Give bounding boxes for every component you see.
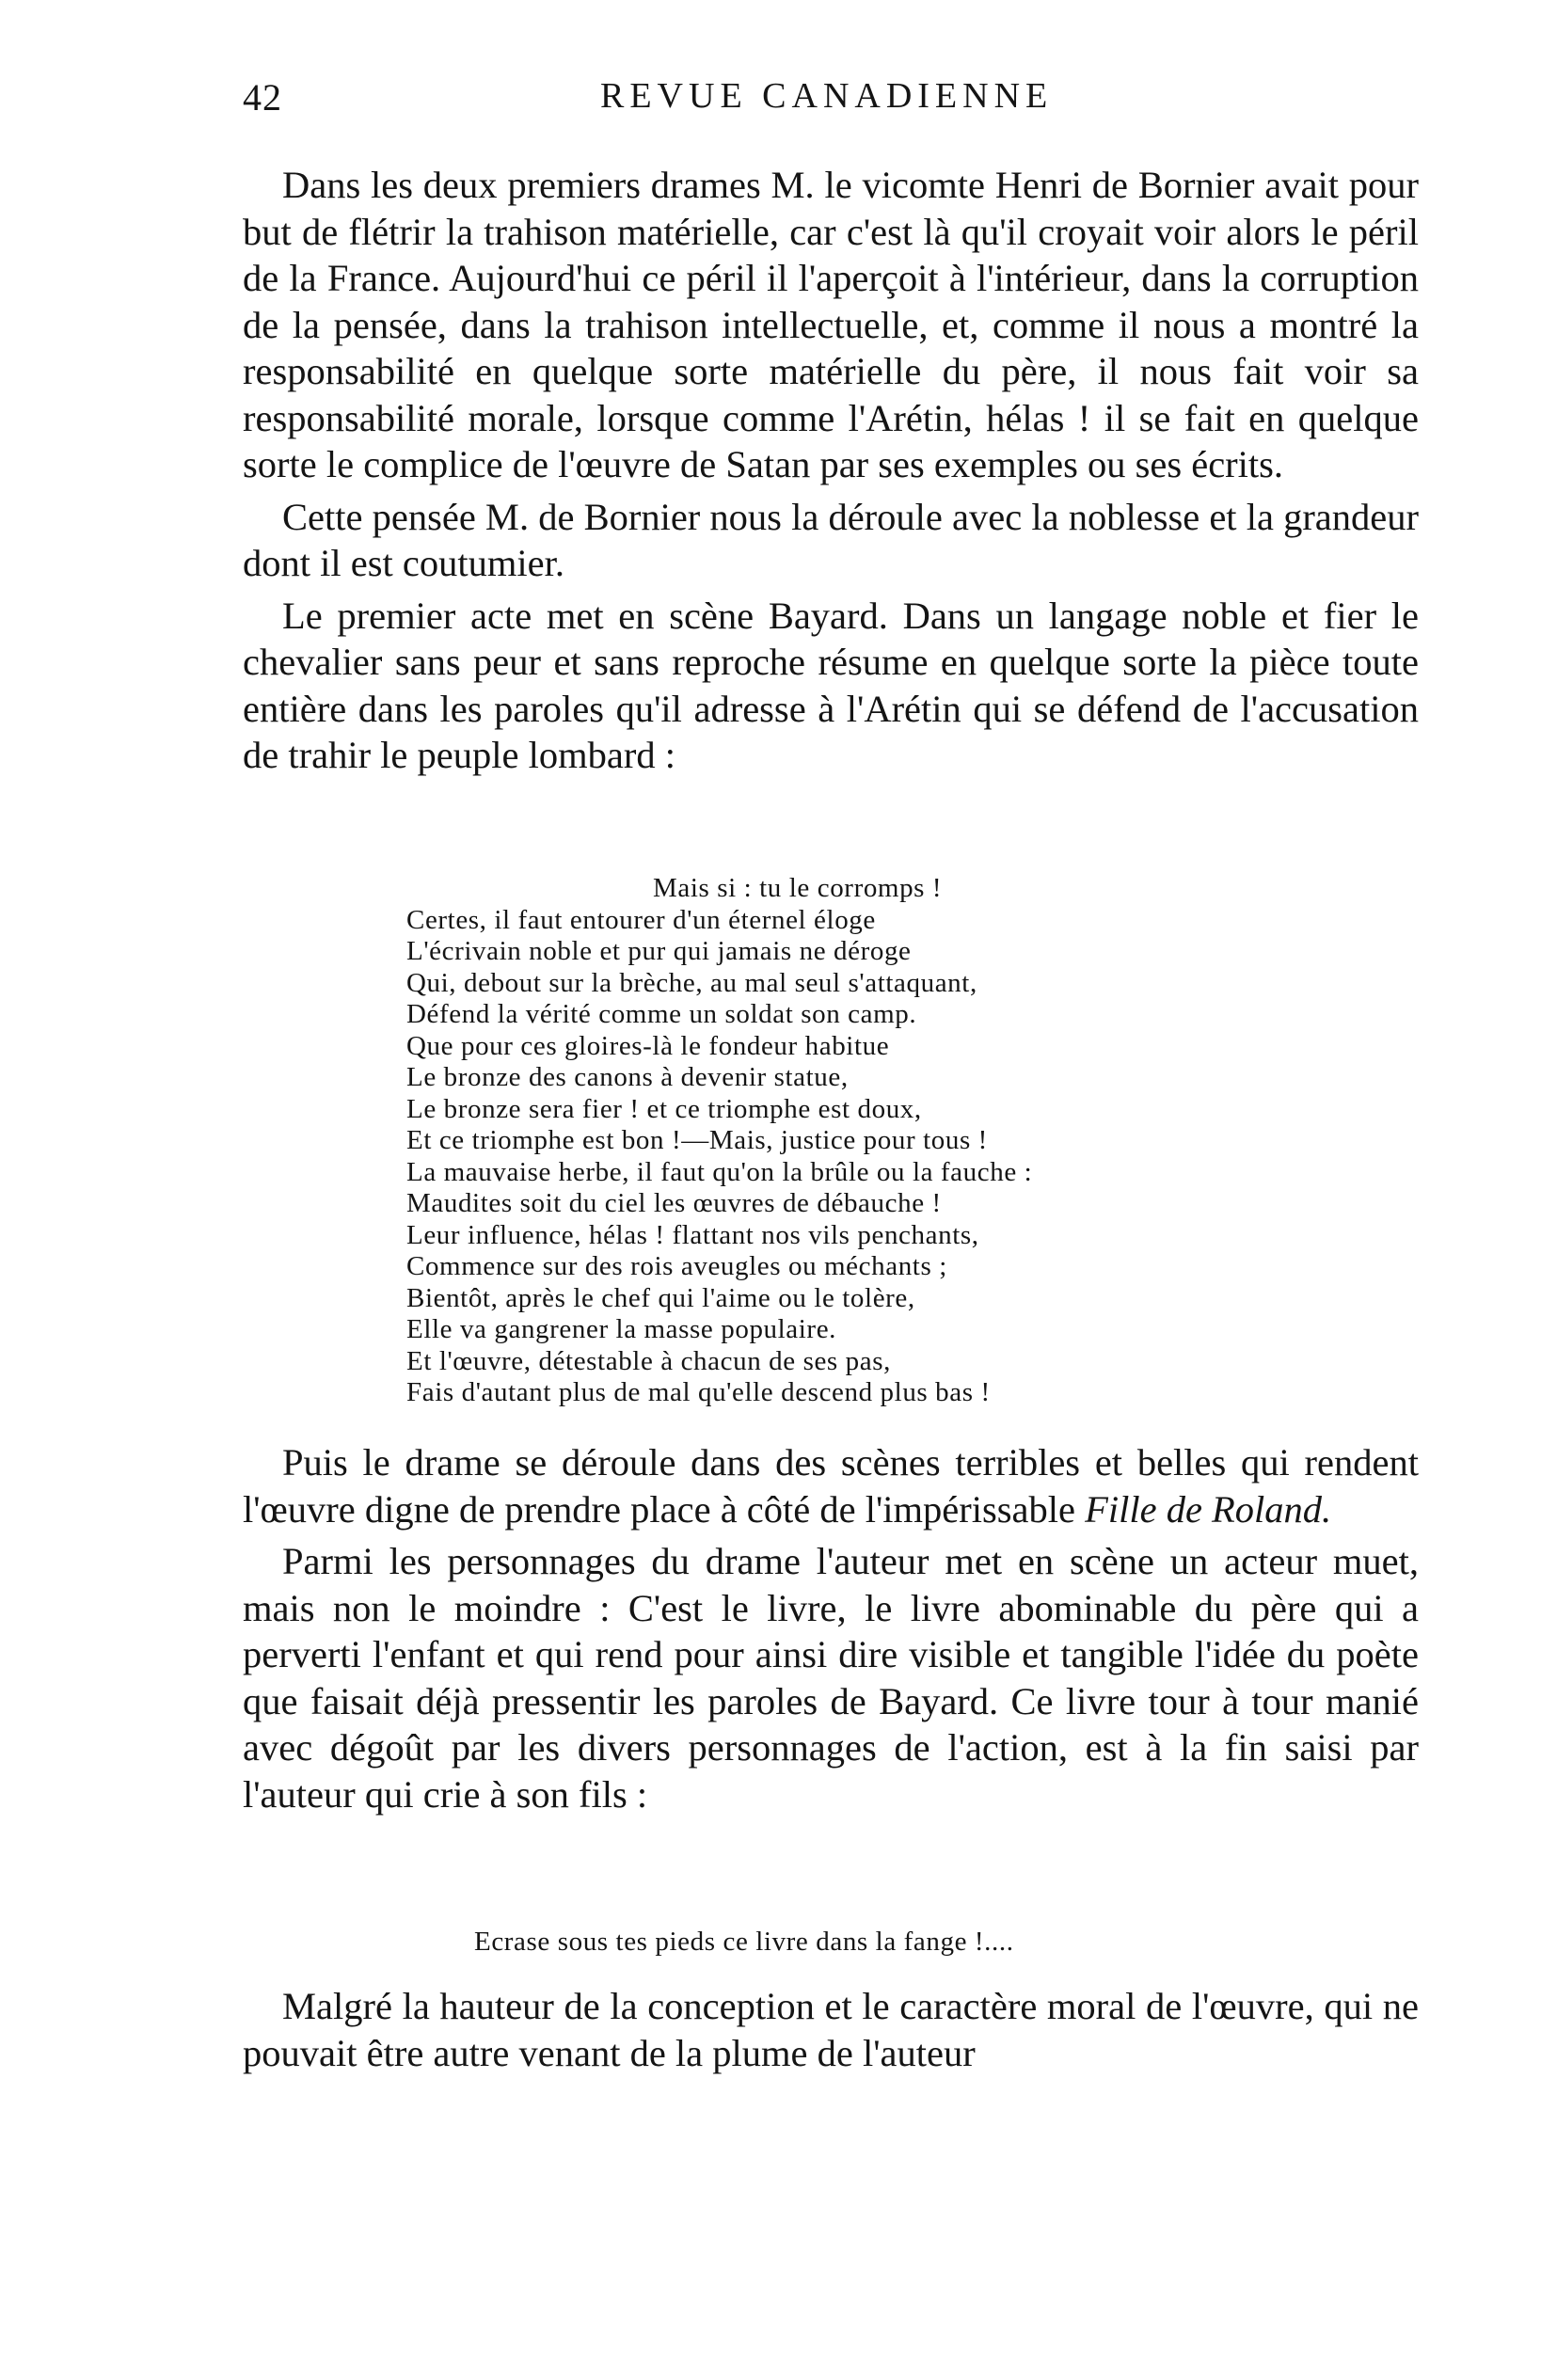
verse-line: Le bronze des canons à devenir statue,: [406, 1062, 849, 1092]
verse-line: Et ce triomphe est bon !—Mais, justice pour tous !: [406, 1125, 988, 1155]
verse-line: Leur influence, hélas ! flattant nos vils penchants,: [406, 1219, 979, 1250]
paragraph: Malgré la hauteur de la conception et le caractère moral de l'œuvre, qui ne pouvait être autre venant de la plume de l'auteur: [243, 1985, 1419, 2074]
body-text-middle: [243, 1439, 1419, 1817]
verse-line: Et l'œuvre, détestable à chacun de ses pas,: [406, 1345, 891, 1376]
verse-line: Mais si : tu le corromps !: [653, 873, 943, 903]
paragraph: Le premier acte met en scène Bayard. Dans un langage noble et fier le chevalier sans peur et sans reproche résume en quelque sorte la pièce toute entière dans les paroles qu'il adresse à l'Arétin qui se défend de l'accusation de trahir le peuple lombard :: [243, 594, 1419, 776]
verse-line: L'écrivain noble et pur qui jamais ne déroge: [406, 936, 912, 966]
paragraph: Cette pensée M. de Bornier nous la déroule avec la noblesse et la grandeur dont il est coutumier.: [243, 495, 1419, 584]
italic-title: Fille de Roland.: [1085, 1487, 1332, 1531]
body-text-top: [243, 162, 1419, 779]
verse-line: Elle va gangrener la masse populaire.: [406, 1314, 837, 1344]
verse-line: Qui, debout sur la brèche, au mal seul s'attaquant,: [406, 967, 977, 998]
verse-line: Que pour ces gloires-là le fondeur habitue: [406, 1030, 890, 1061]
paragraph: Parmi les personnages du drame l'auteur met en scène un acteur muet, mais non le moindre : C'est le livre, le livre abominable du père qui a perverti l'enfant et qui rend pour ainsi dire visible et tangible l'idée du poète que faisait déjà pressentir les paroles de Bayard. Ce livre tour à tour manié avec dégoût par les divers personnages de l'action, est à la fin saisi par l'auteur qui crie à son fils :: [243, 1540, 1419, 1816]
page-header: [243, 75, 1419, 132]
verse-line: Fais d'autant plus de mal qu'elle descend plus bas !: [406, 1377, 991, 1407]
verse-line: Le bronze sera fier ! et ce triomphe est doux,: [406, 1093, 922, 1124]
verse-line: Maudites soit du ciel les œuvres de débauche !: [406, 1188, 942, 1218]
body-text-bottom: [243, 1983, 1419, 2076]
verse-line: Commence sur des rois aveugles ou méchants ;: [406, 1251, 947, 1281]
paragraph-text: Puis le drame se déroule dans des scènes terribles et belles qui rendent l'œuvre digne de prendre place à côté de l'impérissable: [243, 1441, 1419, 1531]
paragraph: [243, 1439, 1419, 1532]
running-title: REVUE CANADIENNE: [600, 76, 1054, 116]
verse-line: Certes, il faut entourer d'un éternel éloge: [406, 904, 876, 935]
page-number: 42: [243, 76, 282, 119]
verse-quotation: [406, 873, 1328, 1409]
verse-line: La mauvaise herbe, il faut qu'on la brûle ou la fauche :: [406, 1156, 1033, 1187]
paragraph: Dans les deux premiers drames M. le vicomte Henri de Bornier avait pour but de flétrir la trahison matérielle, car c'est là qu'il croyait voir alors le péril de la France. Aujourd'hui ce péril il l'aperçoit à l'intérieur, dans la corruption de la pensée, dans la trahison intellectuelle, et, comme il nous a montré la responsabilité en quelque sorte matérielle du père, il nous fait voir sa responsabilité morale, lorsque comme l'Arétin, hélas ! il se fait en quelque sorte le complice de l'œuvre de Satan par ses exemples ou ses écrits.: [243, 164, 1419, 485]
verse-line: Bientôt, après le chef qui l'aime ou le tolère,: [406, 1282, 915, 1313]
verse-line: Défend la vérité comme un soldat son camp.: [406, 999, 917, 1029]
quoted-verse: Ecrase sous tes pieds ce livre dans la fange !....: [474, 1927, 1014, 1957]
